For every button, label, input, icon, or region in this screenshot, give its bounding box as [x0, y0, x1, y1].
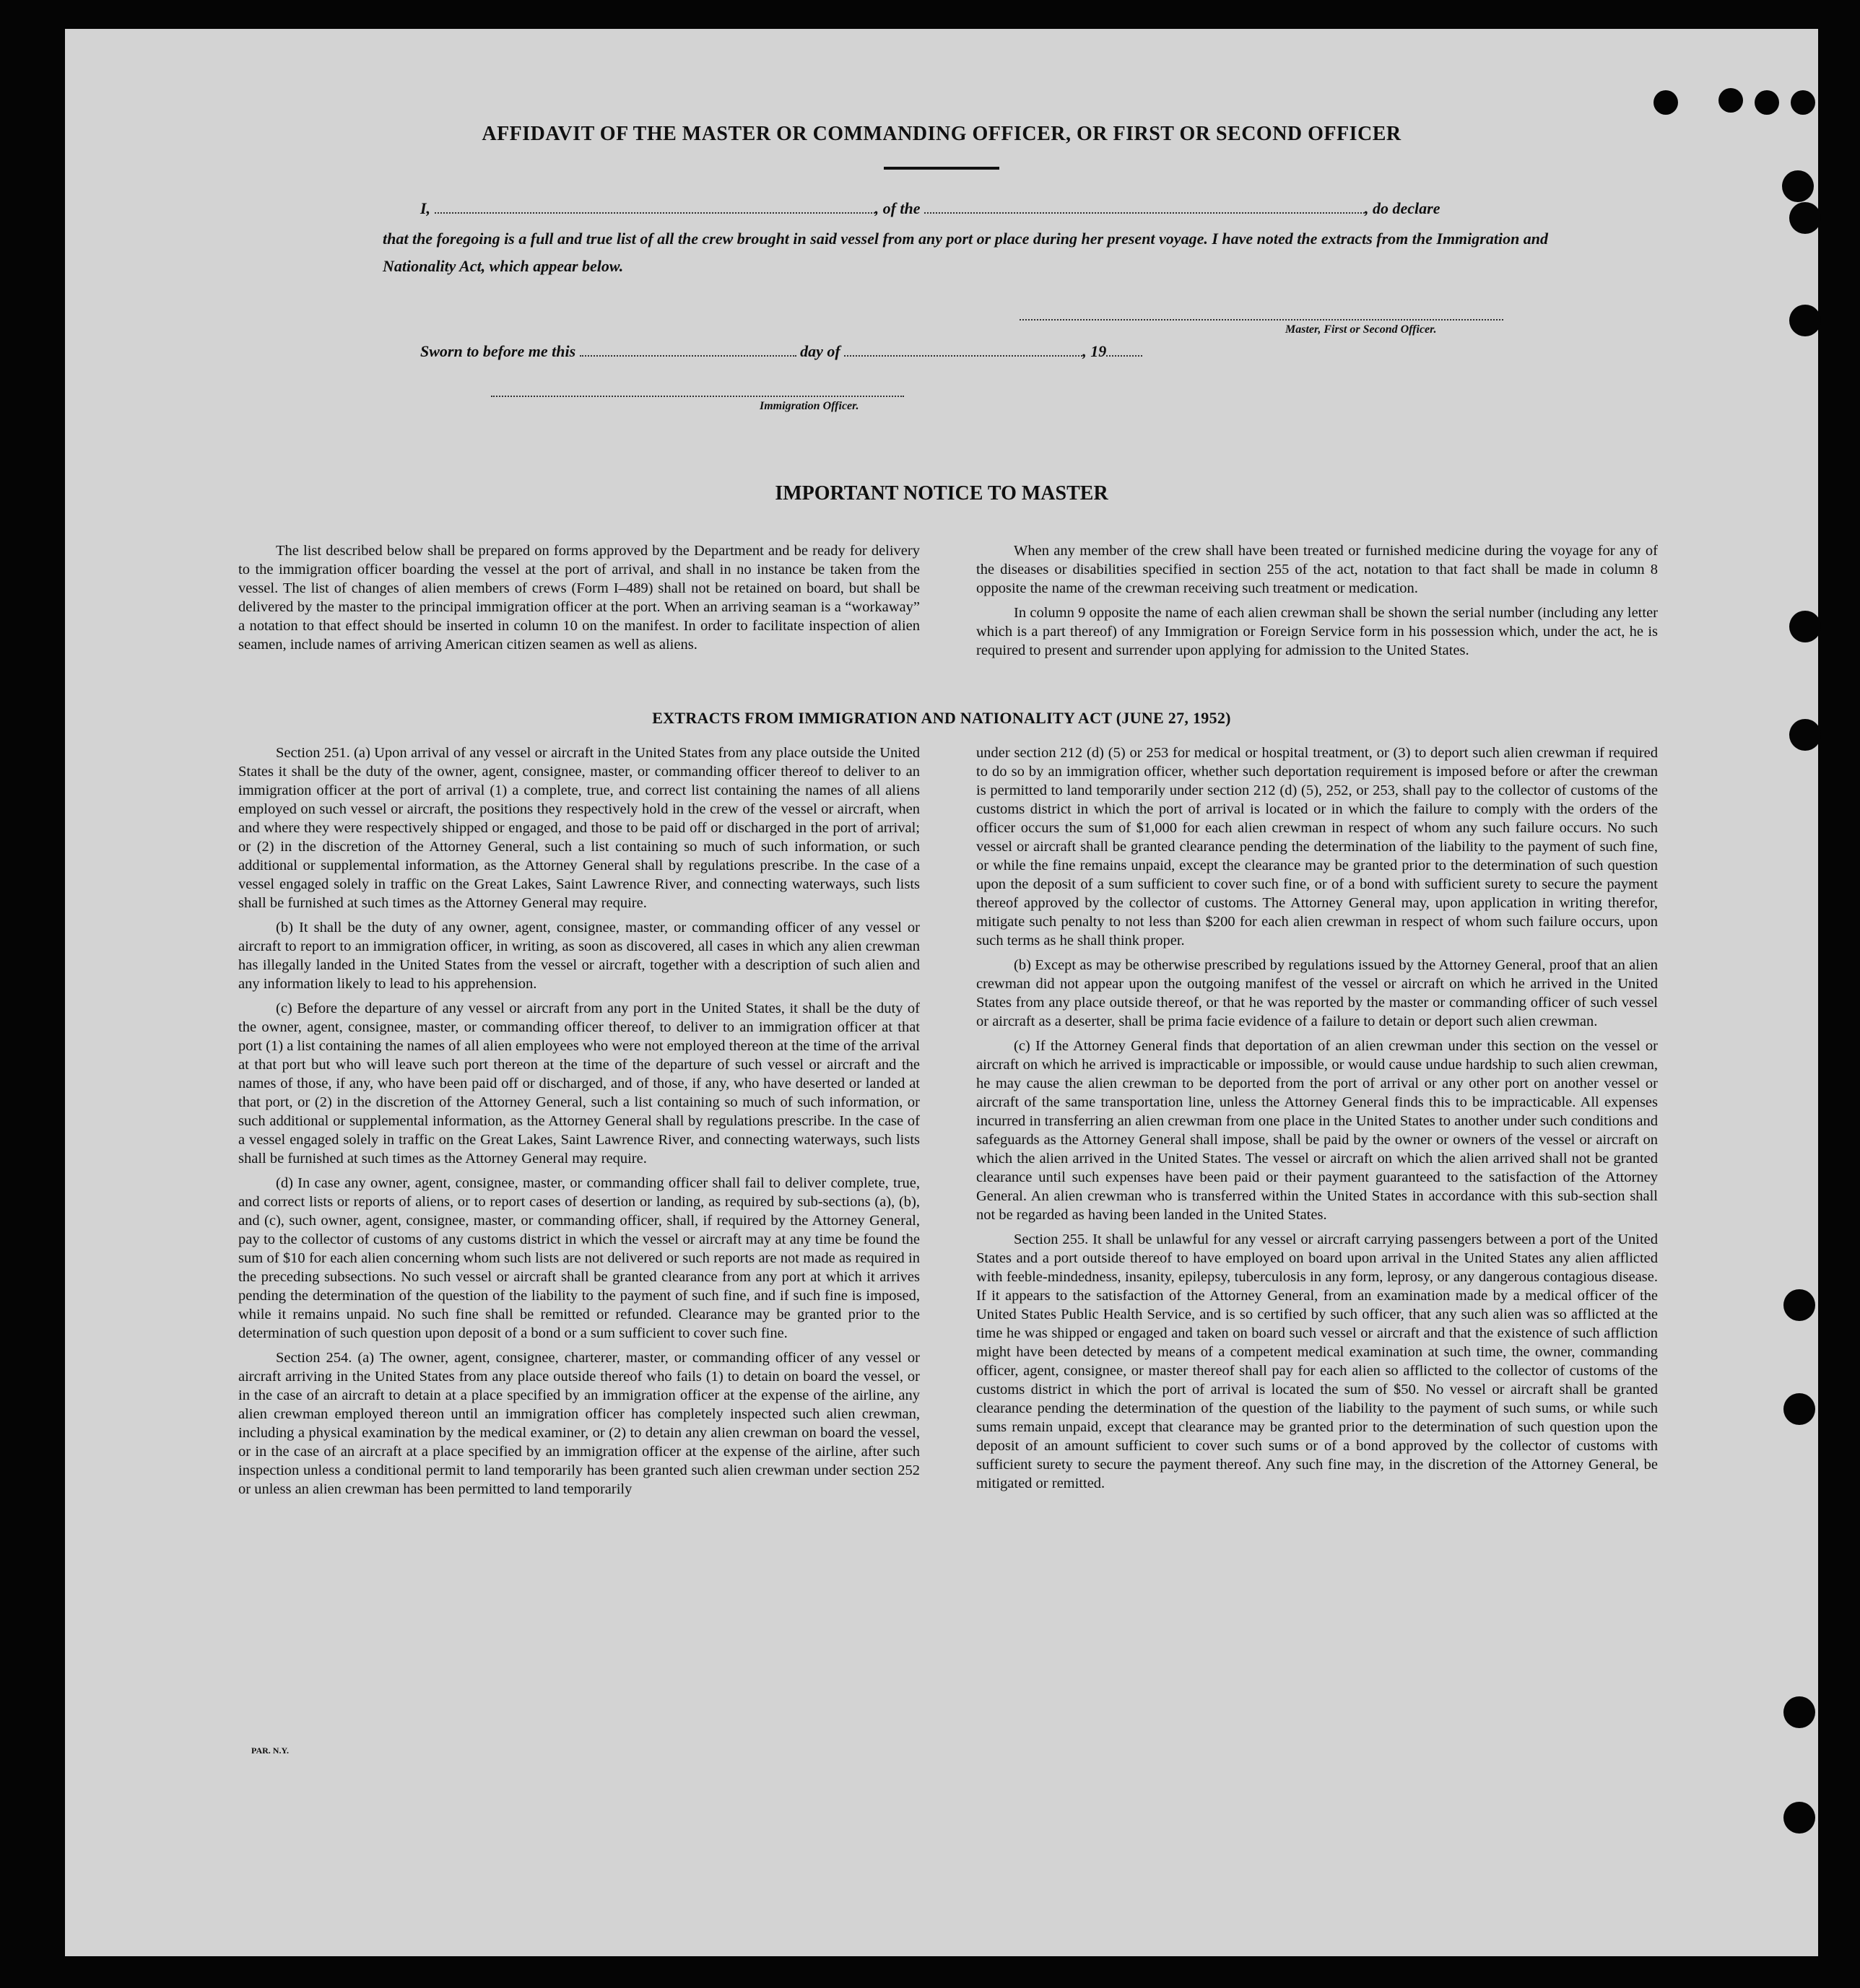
- punch-hole: [1782, 170, 1814, 202]
- section-paragraph: (b) It shall be the duty of any owner, agent, consignee, master, or commanding officer of any vessel or aircraft to report to an immigration officer, in writing, as soon as discovered, all cases in which any alien crewman has illegally landed in the United States from the vessel or aircraft, together with a description of such alien and any information likely to lead to his apprehension.: [238, 920, 920, 992]
- punch-hole: [1789, 202, 1821, 234]
- sworn-line: [420, 342, 1142, 361]
- punch-hole: [1789, 305, 1821, 336]
- affidavit-title: AFFIDAVIT OF THE MASTER OR COMMANDING OFFICER, OR FIRST OR SECOND OFFICER: [482, 123, 1401, 145]
- title-underline: [884, 167, 999, 170]
- document-page: [65, 29, 1818, 1956]
- sworn-month-field[interactable]: [844, 342, 1082, 357]
- sworn-year-field[interactable]: [1106, 342, 1142, 357]
- section-paragraph: (c) If the Attorney General finds that deportation of an alien crewman under this section on the vessel or aircraft on which he arrived is impracticable or impossible, or would cause undue hardship to such alien crewman, he may cause the alien crewman to be deported from the port of arrival or any other port on another vessel or aircraft of the same transportation line, unless the Attorney General finds this to be impracticable. All expenses incurred in transferring an alien crewman from one place in the United States to another under such conditions and safeguards as the Attorney General shall impose, shall be paid by the owner or owners of the vessel or aircraft on which the alien arrived in the United States. The vessel or aircraft on which the alien arrived shall not be granted clearance until such expenses have been paid or their payment guaranteed to the satisfaction of the Attorney General. An alien crewman who is transferred within the United States in accordance with this sub-section shall not be regarded as having been landed in the United States.: [976, 1038, 1658, 1223]
- immigration-officer-signature-line[interactable]: [491, 396, 904, 397]
- notice-left-column: [238, 541, 920, 660]
- punch-hole: [1783, 1802, 1815, 1834]
- name-field[interactable]: [435, 199, 875, 214]
- extracts-right-column: [976, 744, 1658, 1499]
- label-do-declare: , do declare: [1365, 199, 1440, 217]
- section-paragraph: (b) Except as may be otherwise prescribed by regulations issued by the Attorney General, proof that an alien crewman did not appear upon the outgoing manifest of the vessel or aircraft on which he arrived in the United States from any place outside thereof, or that he was reported by the master or commanding officer of such vessel or aircraft as a deserter, shall be prima facie evidence of a failure to detain or deport such alien crewman.: [976, 957, 1658, 1029]
- punch-hole: [1791, 90, 1815, 115]
- section-paragraph: (c) Before the departure of any vessel or aircraft from any port in the United States, it shall be the duty of the owner, agent, consignee, master, or commanding officer thereof, to deliver to an immigration officer at that port (1) a list containing the names of all alien employees who were not employed thereon at the time of the arrival at that port but who will leave such port thereon at the time of the departure of such vessel or aircraft and the names of those, if any, who have been paid off or discharged, and of those, if any, who have deserted or landed at that port, or (2) in the discretion of the Attorney General, such a list containing so much of such information, or such additional or supplemental information, as the Attorney General shall by regulations prescribe. In the case of a vessel engaged solely in traffic on the Great Lakes, Saint Lawrence River, and connecting waterways, such lists shall be furnished at such times as the Attorney General may require.: [238, 1000, 920, 1167]
- notice-right-paragraph: When any member of the crew shall have been treated or furnished medicine during the voyage for any of the diseases or disabilities specified in section 255 of the act, notation to that fact shall be made in column 8 opposite the name of the crewman receiving such treatment or medication.: [976, 543, 1658, 596]
- sworn-day-field[interactable]: [580, 342, 796, 357]
- punch-hole: [1783, 1289, 1815, 1321]
- section-paragraph: Section 251. (a) Upon arrival of any vessel or aircraft in the United States from any place outside the United States it shall be the duty of the owner, agent, consignee, master, or commanding officer thereof to deliver to an immigration officer at the port of arrival (1) a complete, true, and correct list containing the names of all aliens employed on such vessel or aircraft, the positions they respectively hold in the crew of the vessel or aircraft, when and where they were respectively shipped or engaged, and those to be paid off or discharged in the port of arrival; or (2) in the discretion of the Attorney General, such a list containing so much of such information, or such additional or supplemental information, as the Attorney General shall by regulations prescribe. In the case of a vessel engaged solely in traffic on the Great Lakes, Saint Lawrence River, and connecting waterways, such lists shall be furnished at such times as the Attorney General may require.: [238, 745, 920, 911]
- section-paragraph: (d) In case any owner, agent, consignee, master, or commanding officer shall fail to deliver complete, true, and correct lists or reports of aliens, or to report cases of desertion or landing, as required by sub-sections (a), (b), and (c), such owner, agent, consignee, master, or commanding officer, shall, if required by the Attorney General, pay to the collector of customs of any customs district in which the vessel or aircraft may at any time be found the sum of $10 for each alien concerning whom such lists are not delivered or such reports are not made as required in the preceding subsections. No such vessel or aircraft shall be granted clearance from any port at which it arrives pending the determination of the question of the liability to the payment of such fine, and if such fine is imposed, while it remains unpaid. No such fine shall be remitted or refunded. Clearance may be granted prior to the determination of such question upon deposit of a bond or a sum sufficient to cover such fine.: [238, 1175, 920, 1341]
- punch-hole: [1653, 90, 1678, 115]
- punch-hole: [1755, 90, 1779, 115]
- section-paragraph: Section 255. It shall be unlawful for any vessel or aircraft carrying passengers between a port of the United States and a port outside thereof to have employed on board upon arrival in the United States any alien afflicted with feeble-mindedness, insanity, epilepsy, tuberculosis in any form, leprosy, or any dangerous contagious disease. If it appears to the satisfaction of the Attorney General, from an examination made by a medical officer of the United States Public Health Service, and is so certified by such officer, that any such alien was so afflicted at the time he was shipped or engaged and taken on board such vessel or aircraft and that the existence of such affliction might have been detected by means of a competent medical examination at such time, the owner, commanding officer, agent, consignee, or master thereof shall pay for each alien so afflicted to the collector of customs of the customs district in which the port of arrival is located the sum of $50. No vessel or aircraft shall be granted clearance pending the determination of the question of the liability to the payment of such sums, or while such sums remain unpaid, except that clearance may be granted prior to the determination of such question upon the deposit of an amount sufficient to cover such sums or of a bond approved by the collector of customs with sufficient surety to secure the payment thereof. Any such fine may, in the discretion of the Attorney General, be mitigated or remitted.: [976, 1231, 1658, 1491]
- punch-hole: [1783, 1393, 1815, 1425]
- notice-left-paragraph: The list described below shall be prepared on forms approved by the Department and be ready for delivery to the immigration officer boarding the vessel at the port of arrival, and shall in no instance be taken from the vessel. The list of changes of alien members of crews (Form I–489) shall not be retained on board, but shall be delivered by the master to the principal immigration officer at the port. When an arriving seaman is a “workaway” a notation to that effect should be inserted in column 10 on the manifest. In order to facilitate inspection of alien seamen, include names of arriving American citizen seamen as well as aliens.: [238, 543, 920, 653]
- label-year: , 19: [1082, 342, 1107, 360]
- notice-right-paragraph: In column 9 opposite the name of each alien crewman shall be shown the serial number (including any letter which is a part thereof) of any Immigration or Foreign Service form in his possession which, under the act, he is required to present and surrender upon applying for admission to the United States.: [976, 605, 1658, 658]
- extracts-left-column: [238, 744, 920, 1504]
- label-day-of: day of: [800, 342, 840, 360]
- vessel-field[interactable]: [924, 199, 1365, 214]
- printer-mark: PAR. N.Y.: [251, 1745, 290, 1756]
- master-signature-caption: Master, First or Second Officer.: [1285, 323, 1437, 336]
- punch-hole: [1783, 1696, 1815, 1728]
- master-signature-line[interactable]: [1020, 319, 1503, 321]
- section-paragraph: under section 212 (d) (5) or 253 for medical or hospital treatment, or (3) to deport such alien crewman if required to do so by an immigration officer, whether such deportation requirement is imposed before or after the crewman is permitted to land temporarily under section 212 (d) (5), 252, or 253, shall pay to the collector of customs of the customs district in which the port of arrival is located or in which the failure to comply with the orders of the officer occurs the sum of $1,000 for each alien crewman in respect of whom any such failure occurs. No such vessel or aircraft shall be granted clearance pending the determination of the liability to the payment of such fine, or while the fine remains unpaid, except the clearance may be granted prior to the determination of such question upon the deposit of a sum sufficient to cover such fine, or of a bond with sufficient surety to secure the payment thereof approved by the collector of customs. The Attorney General may, upon application in writing therefor, mitigate such penalty to not less than $200 for each alien crewman in respect of whom such failure occurs, upon such terms as he shall think proper.: [976, 745, 1658, 949]
- affidavit-body: that the foregoing is a full and true list of all the crew brought in said vessel from any port or place during her present voyage. I have noted the extracts from the Immigration and Nationality Act, which appear below.: [383, 230, 1549, 275]
- affidavit-declaration-line: [420, 199, 1440, 218]
- punch-hole: [1718, 88, 1743, 113]
- label-of-the: , of the: [874, 199, 921, 217]
- notice-title: IMPORTANT NOTICE TO MASTER: [775, 482, 1108, 505]
- section-paragraph: Section 254. (a) The owner, agent, consignee, charterer, master, or commanding officer of any vessel or aircraft arriving in the United States from any place outside thereof who fails (1) to detain on board the vessel, or in the case of an aircraft to detain at a place specified by an immigration officer at the expense of the airline, any alien crewman employed thereon until an immigration officer has completely inspected such alien crewman, including a physical examination by the medical examiner, or (2) to detain any alien crewman on board the vessel, or in the case of an aircraft at a place specified by an immigration officer at the expense of the airline, after such inspection unless a conditional permit to land temporarily has been granted such alien crewman under section 252 or unless an alien crewman has been permitted to land temporarily: [238, 1350, 920, 1497]
- label-i: I,: [420, 199, 431, 217]
- label-sworn: Sworn to before me this: [420, 342, 576, 360]
- extracts-title: EXTRACTS FROM IMMIGRATION AND NATIONALITY ACT (JUNE 27, 1952): [652, 709, 1231, 727]
- notice-right-column: [976, 541, 1658, 666]
- immigration-officer-caption: Immigration Officer.: [760, 400, 859, 412]
- punch-hole: [1789, 611, 1821, 642]
